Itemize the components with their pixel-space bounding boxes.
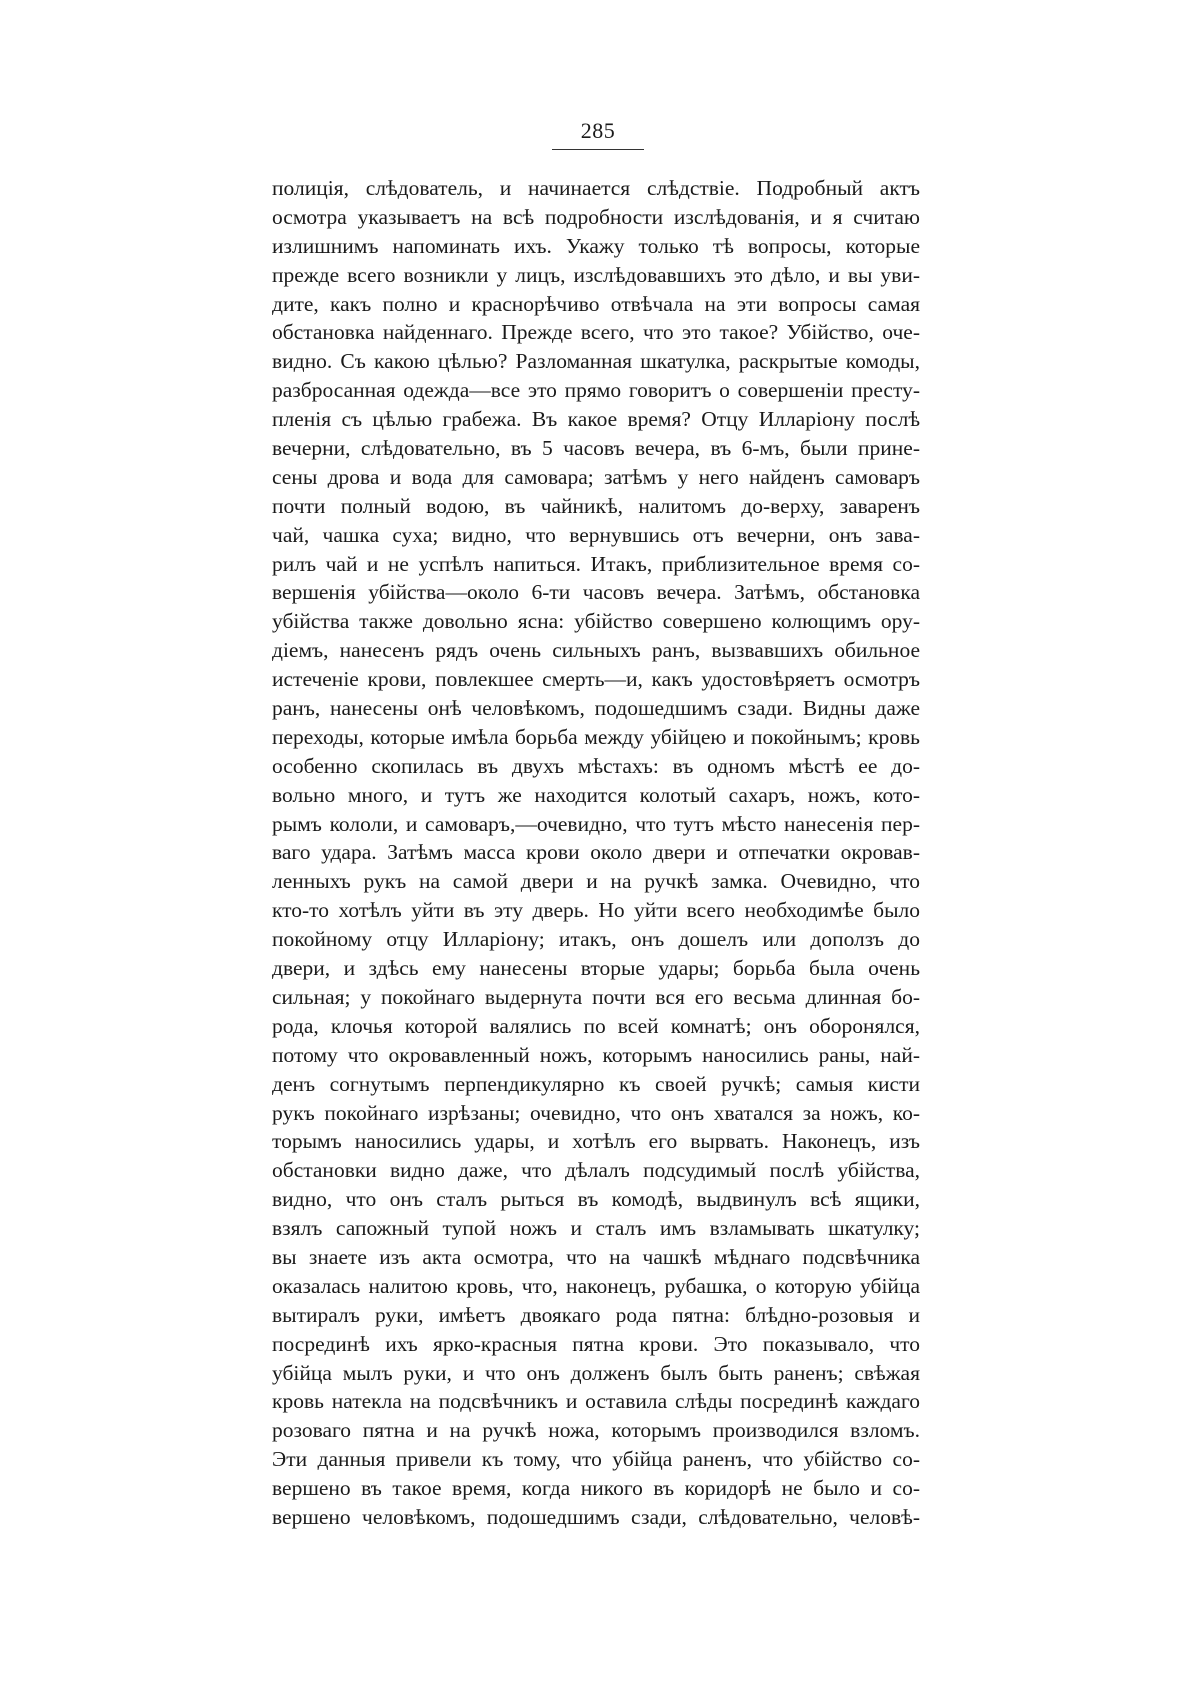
text-line: разбросанная одежда—все это прямо говоритъ о совершеніи престу- xyxy=(272,378,920,403)
text-line: ваго удара. Затѣмъ масса крови около двери и отпечатки окровав- xyxy=(272,840,920,865)
text-line: почти полный водою, въ чайникѣ, налитомъ до-верху, заваренъ xyxy=(272,493,920,518)
text-line: кто-то хотѣлъ уйти въ эту дверь. Но уйти всего необходимѣе было xyxy=(272,898,920,923)
page-number: 285 xyxy=(580,118,616,143)
text-line: убійца мылъ руки, и что онъ долженъ былъ быть раненъ; свѣжая xyxy=(272,1360,920,1385)
text-line: видно, что онъ сталъ рыться въ комодѣ, выдвинулъ всѣ ящики, xyxy=(272,1187,920,1212)
text-line: рымъ кололи, и самоваръ,—очевидно, что тутъ мѣсто нанесенія пер- xyxy=(272,811,920,836)
text-line: вечерни, слѣдовательно, въ 5 часовъ вечера, въ 6-мъ, были прине- xyxy=(272,436,920,461)
text-line: ленныхъ рукъ на самой двери и на ручкѣ замка. Очевидно, что xyxy=(272,869,920,894)
text-line: покойному отцу Илларіону; итакъ, онъ дошелъ или доползъ до xyxy=(272,927,920,952)
text-line: полиція, слѣдователь, и начинается слѣдствіе. Подробный актъ xyxy=(272,176,920,200)
text-line: денъ согнутымъ перпендикулярно къ своей ручкѣ; самыя кисти xyxy=(272,1071,920,1096)
text-line: сильная; у покойнаго выдернута почти вся его весьма длинная бо- xyxy=(272,984,920,1009)
text-line: осмотра указываетъ на всѣ подробности изслѣдованія, и я считаю xyxy=(272,204,920,229)
text-line: видно. Съ какою цѣлью? Разломанная шкатулка, раскрытые комоды, xyxy=(272,349,920,374)
text-line: излишнимъ напоминать ихъ. Укажу только тѣ вопросы, которые xyxy=(272,233,920,258)
text-line: рилъ чай и не успѣлъ напиться. Итакъ, приблизительное время со- xyxy=(272,551,920,576)
text-line: особенно скопилась въ двухъ мѣстахъ: въ одномъ мѣстѣ ее до- xyxy=(272,753,920,778)
text-line: розоваго пятна и на ручкѣ ножа, которымъ производился взломъ. xyxy=(272,1418,920,1443)
text-line: Эти данныя привели къ тому, что убійца раненъ, что убійство со- xyxy=(272,1447,920,1472)
text-line: вытиралъ руки, имѣетъ двоякаго рода пятна: блѣдно-розовыя и xyxy=(272,1302,920,1327)
text-line: вершено въ такое время, когда никого въ коридорѣ не было и со- xyxy=(272,1476,920,1501)
text-line: взялъ сапожный тупой ножъ и сталъ имъ взламывать шкатулку; xyxy=(272,1216,920,1241)
text-line: вы знаете изъ акта осмотра, что на чашкѣ мѣднаго подсвѣчника xyxy=(272,1244,920,1269)
text-line: торымъ наносились удары, и хотѣлъ его вырвать. Наконецъ, изъ xyxy=(272,1129,920,1154)
text-line: оказалась налитою кровь, что, наконецъ, рубашка, о которую убійца xyxy=(272,1273,920,1298)
page-number-rule xyxy=(552,149,644,150)
text-line: вольно много, и тутъ же находится колотый сахаръ, ножъ, кото- xyxy=(272,782,920,807)
text-line: ранъ, нанесены онѣ человѣкомъ, подошедшимъ сзади. Видны даже xyxy=(272,696,920,721)
text-line: рукъ покойнаго изрѣзаны; очевидно, что онъ хватался за ножъ, ко- xyxy=(272,1100,920,1125)
text-line: кровь натекла на подсвѣчникъ и оставила слѣды посрединѣ каждаго xyxy=(272,1389,920,1414)
text-line: вершенія убійства—около 6-ти часовъ вечера. Затѣмъ, обстановка xyxy=(272,580,920,605)
text-line: пленія съ цѣлью грабежа. Въ какое время? Отцу Илларіону послѣ xyxy=(272,407,920,432)
text-line: убійства также довольно ясна: убійство совершено колющимъ ору- xyxy=(272,609,920,634)
text-line: двери, и здѣсь ему нанесены вторые удары; борьба была очень xyxy=(272,956,920,981)
text-line: потому что окровавленный ножъ, которымъ наносились раны, най- xyxy=(272,1042,920,1067)
text-line: прежде всего возникли у лицъ, изслѣдовавшихъ это дѣло, и вы уви- xyxy=(272,262,920,287)
text-line: сены дрова и вода для самовара; затѣмъ у него найденъ самоваръ xyxy=(272,464,920,489)
body-text xyxy=(272,174,920,1532)
text-line: чай, чашка суха; видно, что вернувшись отъ вечерни, онъ зава- xyxy=(272,522,920,547)
text-line: обстановки видно даже, что дѣлалъ подсудимый послѣ убійства, xyxy=(272,1158,920,1183)
text-line: діемъ, нанесенъ рядъ очень сильныхъ ранъ, вызвавшихъ обильное xyxy=(272,638,920,663)
text-line: дите, какъ полно и краснорѣчиво отвѣчала на эти вопросы самая xyxy=(272,291,920,316)
text-line: рода, клочья которой валялись по всей комнатѣ; онъ оборонялся, xyxy=(272,1013,920,1038)
text-line: истеченіе крови, повлекшее смерть—и, какъ удостовѣряетъ осмотръ xyxy=(272,667,920,692)
text-line: вершено человѣкомъ, подошедшимъ сзади, слѣдовательно, человѣ- xyxy=(272,1504,920,1529)
text-line: переходы, которые имѣла борьба между убійцею и покойнымъ; кровь xyxy=(272,724,920,749)
text-line: посрединѣ ихъ ярко-красныя пятна крови. Это показывало, что xyxy=(272,1331,920,1356)
text-line: обстановка найденнаго. Прежде всего, что это такое? Убійство, оче- xyxy=(272,320,920,345)
